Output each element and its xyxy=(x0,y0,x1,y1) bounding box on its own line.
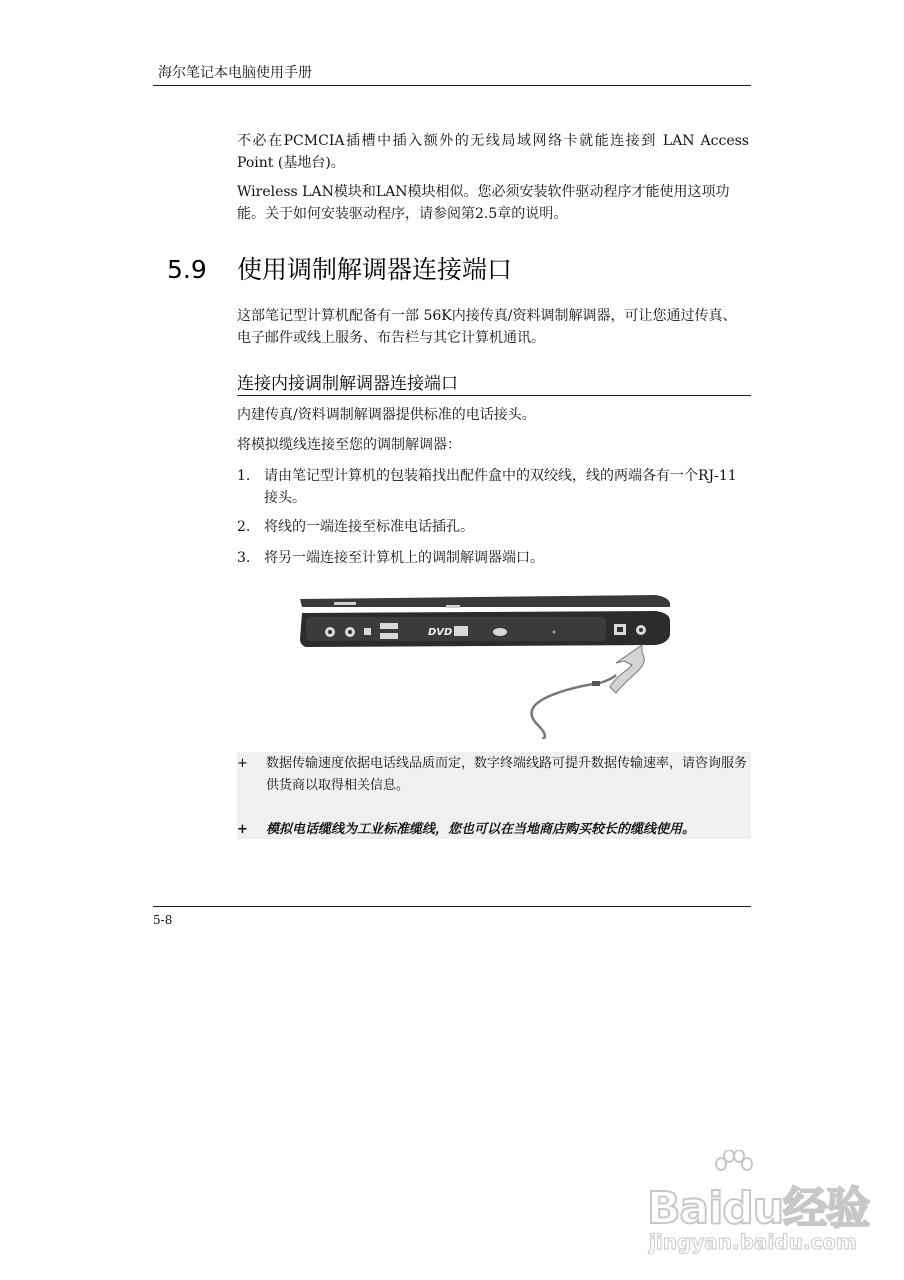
laptop-lid xyxy=(300,595,670,607)
drive-indicator-icon xyxy=(493,628,507,636)
usb-port-icon xyxy=(380,633,398,639)
dvd-logo-text: DVD xyxy=(428,627,453,638)
rj11-port-opening xyxy=(617,627,623,632)
subsection-heading: 连接内接调制解调器连接端口 xyxy=(237,374,458,394)
laptop-modem-port-illustration xyxy=(296,591,674,739)
step-item xyxy=(237,465,749,509)
note-item xyxy=(237,819,749,841)
ieee1394-port-icon xyxy=(364,628,371,635)
header-divider xyxy=(153,85,751,86)
watermark-url: jingyan.baidu.com xyxy=(649,1230,857,1254)
phone-cable xyxy=(532,683,600,739)
section-heading xyxy=(167,250,512,286)
page-number: 5-8 xyxy=(153,913,173,927)
step-number: 2. xyxy=(237,519,251,535)
note-text: 数据传输速度依据电话线品质而定，数字终端线路可提升数据传输速率，请咨询服务供货商以取得相关信息。 xyxy=(266,756,748,793)
note-marker-icon: + xyxy=(237,822,248,837)
intro-paragraph-2: Wireless LAN模块和LAN模块相似。您必须安装软件驱动程序才能使用这项功能。关于如何安装驱动程序，请参阅第2.5章的说明。 xyxy=(237,184,730,222)
step-text: 将另一端连接至计算机上的调制解调器端口。 xyxy=(264,550,544,566)
watermark-brand: Baidu经验 xyxy=(647,1183,870,1234)
step-text: 请由笔记型计算机的包装箱找出配件盒中的双绞线，线的两端各有一个RJ-11接头。 xyxy=(264,468,737,506)
step-number: 1. xyxy=(237,468,251,484)
note-marker-icon: + xyxy=(237,756,248,771)
rj11-connector-icon xyxy=(592,681,600,686)
subsection-divider xyxy=(237,395,751,396)
footer-divider xyxy=(153,906,751,907)
usb-port-icon xyxy=(380,623,398,629)
intro-paragraph-1: 不必在PCMCIA插槽中插入额外的无线局域网络卡就能连接到 LAN Access Point (基地台)。 xyxy=(237,133,749,171)
section-number: 5.9 xyxy=(167,255,207,284)
lid-latch xyxy=(334,602,356,605)
dvd-eject-button-icon xyxy=(454,626,468,636)
section-title: 使用调制解调器连接端口 xyxy=(237,255,513,284)
emergency-eject-hole xyxy=(553,631,556,634)
step-number: 3. xyxy=(237,550,251,566)
lid-hinge-mark xyxy=(446,605,460,608)
step-text: 将线的一端连接至标准电话插孔。 xyxy=(264,519,474,535)
subsection-paragraph-1: 内建传真/资料调制解调器提供标准的电话接头。 xyxy=(237,407,536,423)
step-item xyxy=(237,516,749,538)
baidu-jingyan-watermark xyxy=(647,1150,870,1265)
power-jack-hole xyxy=(639,628,643,632)
step-item xyxy=(237,547,749,569)
note-item xyxy=(237,753,749,797)
note-text: 模拟电话缆线为工业标准缆线，您也可以在当地商店购买较长的缆线使用。 xyxy=(266,822,696,837)
section-paragraph: 这部笔记型计算机配备有一部 56K内接传真/资料调制解调器，可让您通过传真、电子邮件或线上服务、布告栏与其它计算机通讯。 xyxy=(237,308,737,346)
page-header-title: 海尔笔记本电脑使用手册 xyxy=(158,65,312,81)
subsection-paragraph-2: 将模拟缆线连接至您的调制解调器： xyxy=(237,437,461,453)
mic-jack-hole xyxy=(348,630,352,634)
insert-direction-arrow-icon xyxy=(610,645,644,693)
audio-jack-hole xyxy=(328,630,332,634)
